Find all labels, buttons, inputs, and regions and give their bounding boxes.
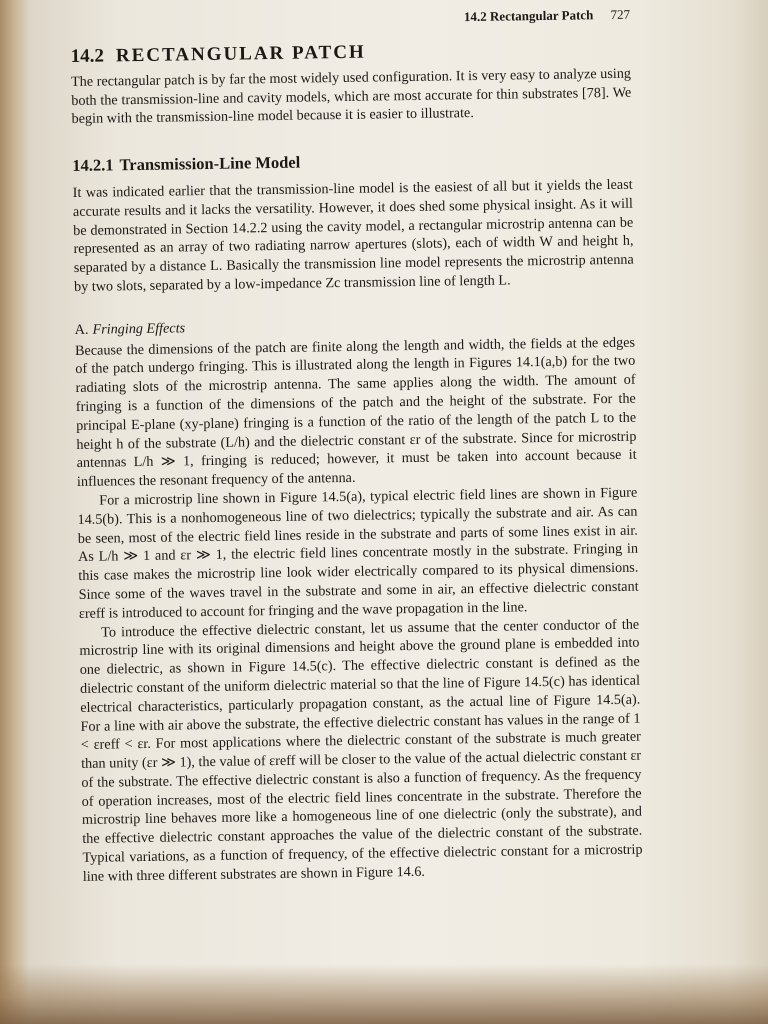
subsection-number: 14.2.1 [72, 155, 114, 176]
section-title: RECTANGULAR PATCH [115, 41, 366, 67]
fringing-paragraph-2: For a microstrip line shown in Figure 14.5(a), typical electric field lines are shown in Figure 14.5(b). This is a nonhomogeneous line of two dielectrics; typically the substrate and air. As can be seen, most of the electric field lines reside in the substrate and parts of some lines exist in air. As L/h ≫ 1 and εr ≫ 1, the electric field lines concentrate mostly in the substrate. Fringing in this case makes the microstrip line look wider electrically compared to its physical dimensions. Since some of the waves travel in the substrate and some in air, an effective dielectric constant εreff is introduced to account for fringing and the wave propagation in the line. [77, 484, 639, 622]
section-intro-paragraph: The rectangular patch is by far the most widely used configuration. It is very easy to analyze using both the transmission-line and cavity models, which are most accurate for thin substrates [78]. We begin with the transmission-line model because it is easier to illustrate. [70, 65, 632, 128]
subsection-paragraph: It was indicated earlier that the transmission-line model is the easiest of all but it yields the least accurate results and it lacks the versatility. However, it does shed some physical insight. As it will be demonstrated in Section 14.2.2 using the cavity model, a rectangular microstrip antenna can be represented as an array of two radiating narrow apertures (slots), each of width W and height h, separated by a distance L. Basically the transmission line model represents the microstrip antenna by two slots, separated by a low-impedance Zc transmission line of length L. [72, 176, 634, 295]
page-content [70, 4, 643, 887]
subsubsection-title: Fringing Effects [92, 320, 186, 338]
subsection-title: Transmission-Line Model [119, 152, 301, 175]
page-number: 727 [610, 6, 631, 22]
running-head-section: 14.2 [463, 8, 487, 25]
running-head [70, 4, 630, 34]
fringing-paragraph-3: To introduce the effective dielectric constant, let us assume that the center conductor of the microstrip line with its original dimensions and height above the ground plane is embedded into one dielectric, as shown in Figure 14.5(c). The effective dielectric constant is defined as the dielectric constant of the uniform dielectric material so that the line of Figure 14.5(c) has identical electrical characteristics, particularly propagation constant, as the actual line of Figure 14.5(a). For a line with air above the substrate, the effective dielectric constant has values in the range of 1 < εreff < εr. For most applications where the dielectric constant of the substrate is much greater than unity (εr ≫ 1), the value of εreff will be closer to the value of the actual dielectric constant εr of the substrate. The effective dielectric constant is also a function of frequency. As the frequency of operation increases, most of the electric field lines concentrate in the substrate. Therefore the microstrip line behaves more like a homogeneous line of one dielectric (only the substrate), and the effective dielectric constant approaches the value of the dielectric constant of the substrate. Typical variations, as a function of frequency, of the effective dielectric constant for a microstrip line with three different substrates are shown in Figure 14.6. [79, 616, 643, 885]
fringing-paragraph-1: Because the dimensions of the patch are finite along the length and width, the fields at the edges of the patch undergo fringing. This is illustrated along the length in Figures 14.1(a,b) for the two radiating slots of the microstrip antenna. The same applies along the width. The amount of fringing is a function of the dimensions of the patch and the height of the substrate. For the principal E-plane (xy-plane) fringing is a function of the ratio of the length of the patch L to the height h of the substrate (L/h) and the dielectric constant εr of the substrate. Since for microstrip antennas L/h ≫ 1, fringing is reduced; however, it must be taken into account because it influences the resonant frequency of the antenna. [74, 334, 637, 491]
subsection-heading [72, 149, 632, 176]
section-number: 14.2 [70, 45, 105, 67]
subsubsection-label: A. [74, 321, 89, 338]
running-head-title: Rectangular Patch [489, 7, 594, 24]
section-heading [71, 40, 631, 67]
